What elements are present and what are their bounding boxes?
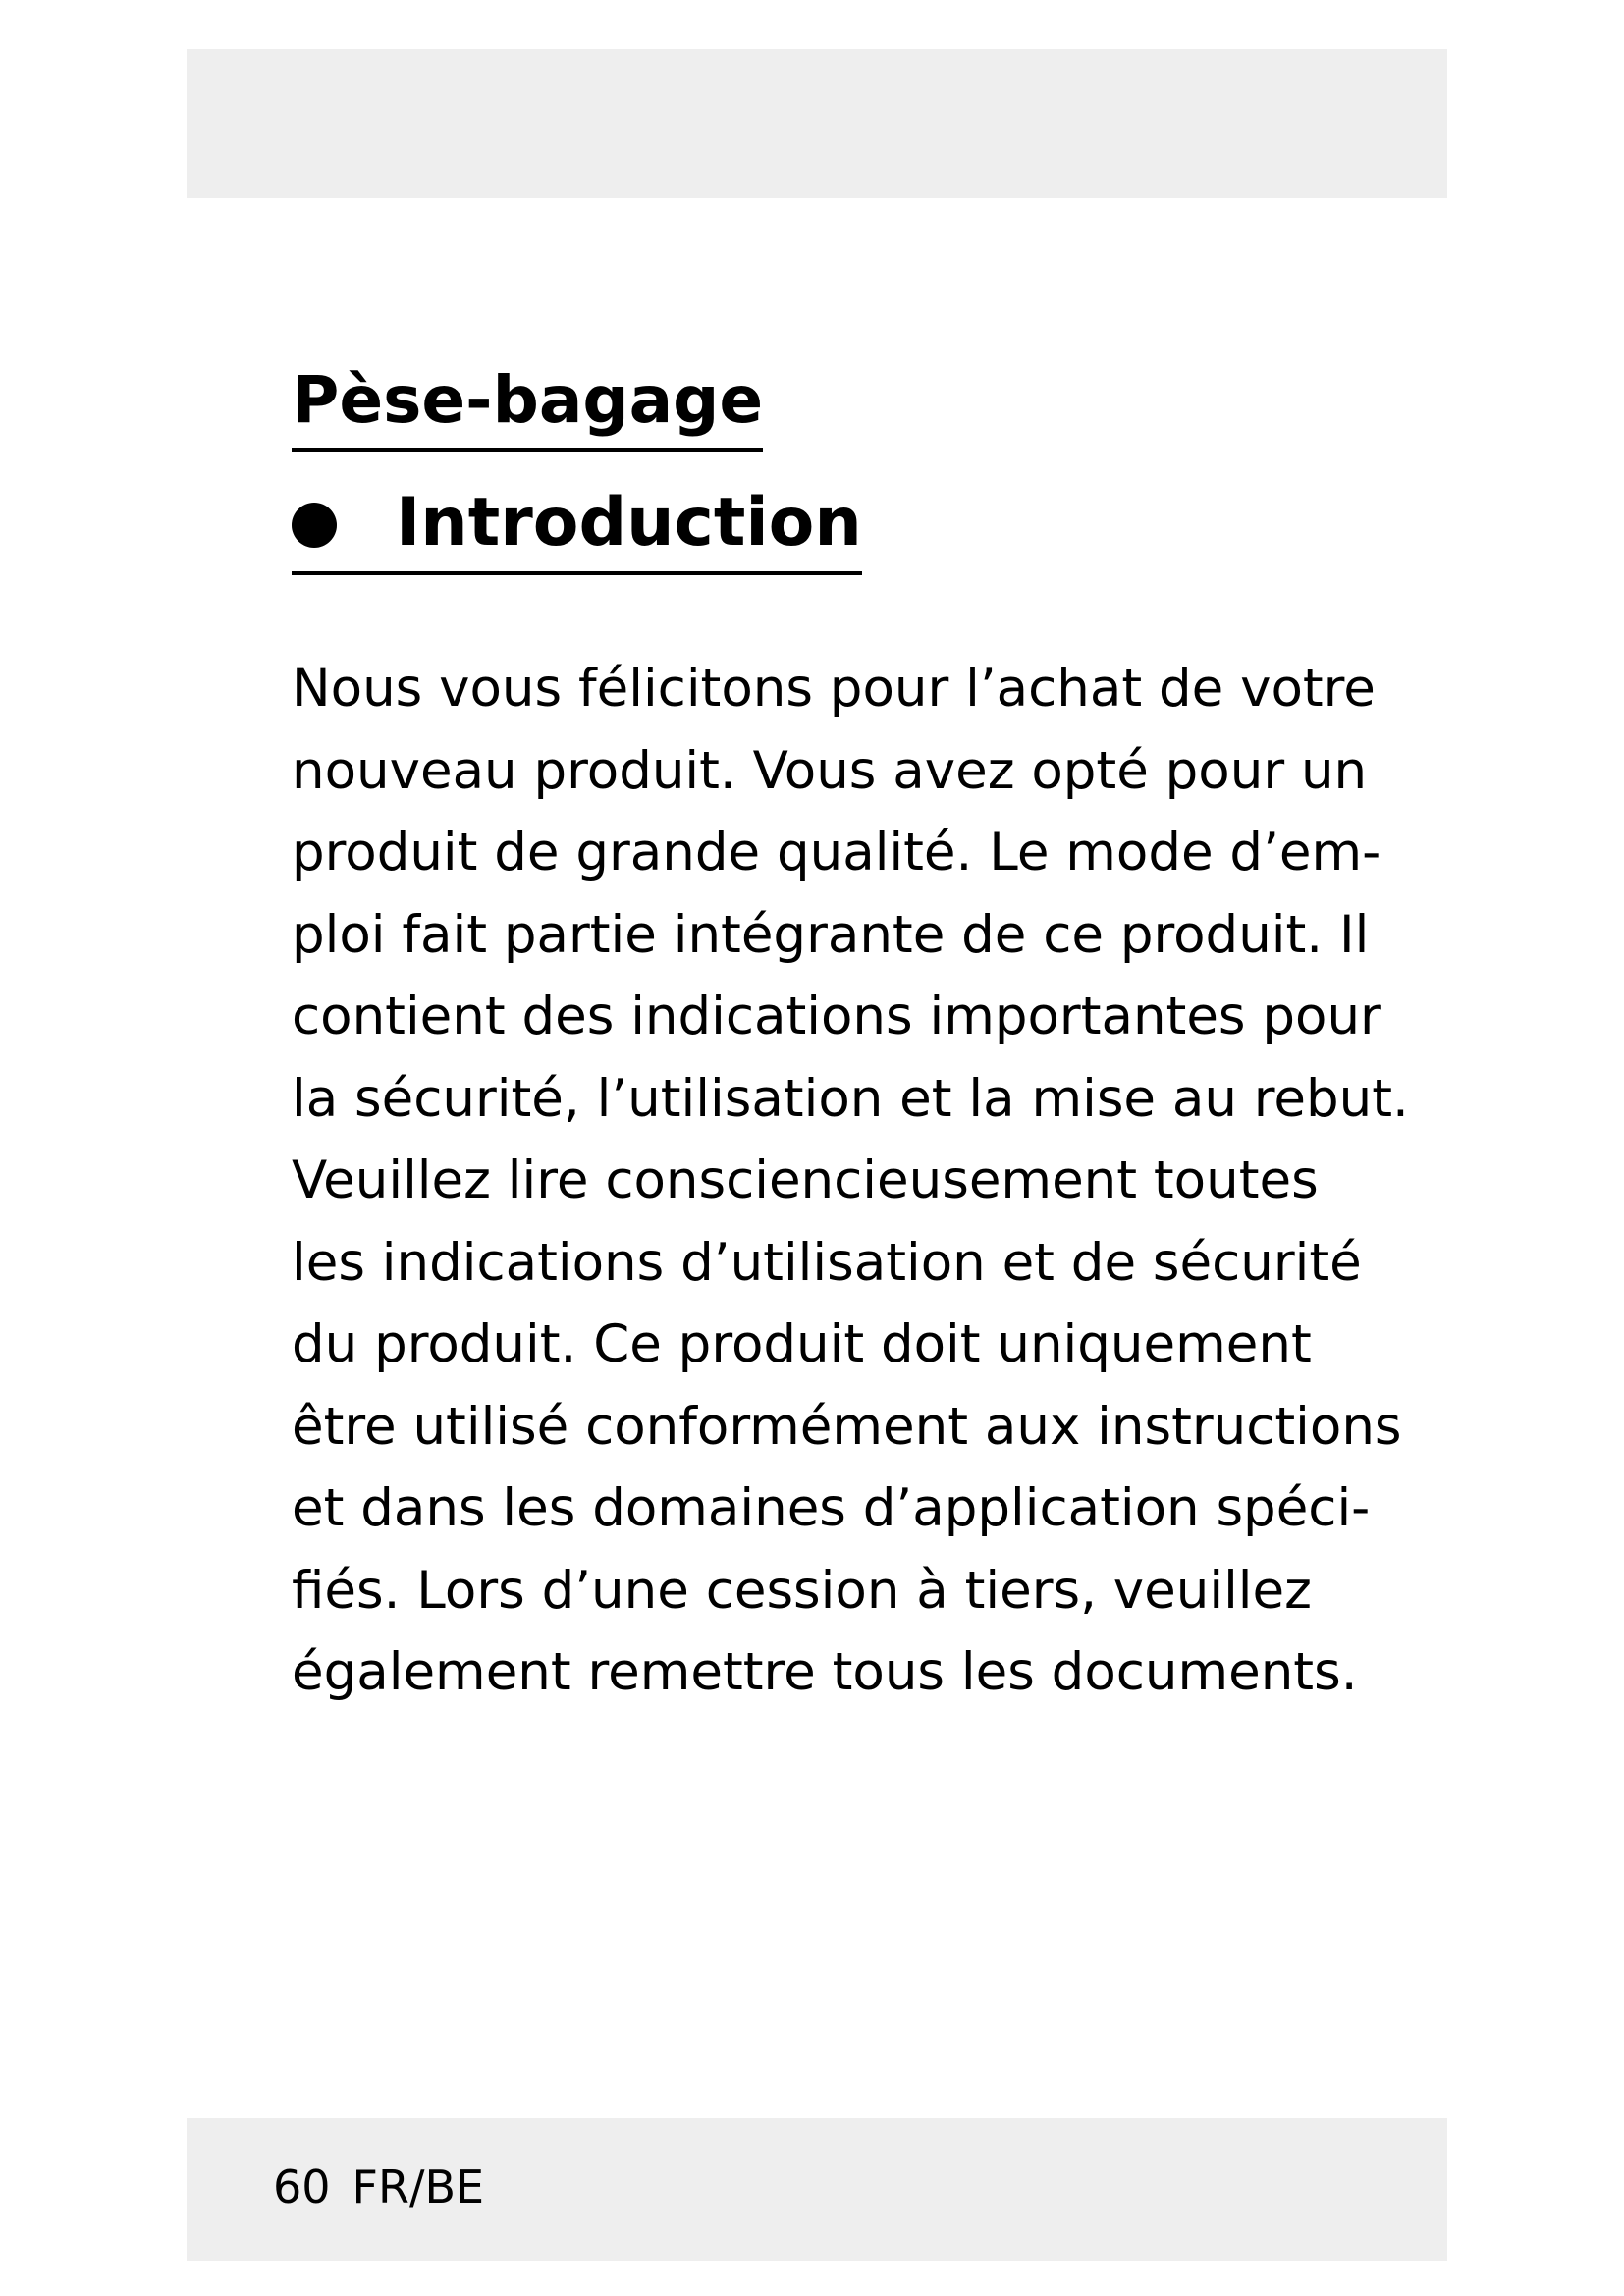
document-title: Pèse-bagage — [292, 359, 763, 452]
bullet-icon — [292, 503, 337, 548]
paragraph-line: produit de grande qualité. Le mode d’em- — [292, 823, 1381, 882]
page-footer — [273, 2158, 484, 2216]
paragraph-line: fiés. Lors d’une cession à tiers, veuillez — [292, 1560, 1312, 1621]
section-heading — [292, 481, 862, 575]
paragraph-line: ploi fait partie intégrante de ce produit. Il — [292, 904, 1370, 965]
paragraph-line: Veuillez lire consciencieusement toutes — [292, 1150, 1319, 1210]
paragraph-line: et dans les domaines d’application spéci- — [292, 1478, 1371, 1538]
header-band — [187, 49, 1447, 198]
paragraph-line: du produit. Ce produit doit uniquement — [292, 1314, 1312, 1374]
paragraph-line: Nous vous félicitons pour l’achat de votre — [292, 659, 1376, 719]
page-number: 60 — [273, 2161, 331, 2214]
body-paragraph — [292, 648, 1409, 1714]
paragraph-line: être utilisé conformément aux instructions — [292, 1396, 1402, 1457]
paragraph-line: nouveau produit. Vous avez opté pour un — [292, 740, 1368, 801]
section-title: Introduction — [396, 484, 862, 561]
paragraph-line: la sécurité, l’utilisation et la mise au rebut. — [292, 1068, 1409, 1129]
paragraph-line: également remettre tous les documents. — [292, 1642, 1358, 1702]
locale-label: FR/BE — [352, 2161, 485, 2214]
paragraph-line: contient des indications importantes pour — [292, 987, 1381, 1046]
paragraph-line: les indications d’utilisation et de sécurité — [292, 1232, 1362, 1293]
